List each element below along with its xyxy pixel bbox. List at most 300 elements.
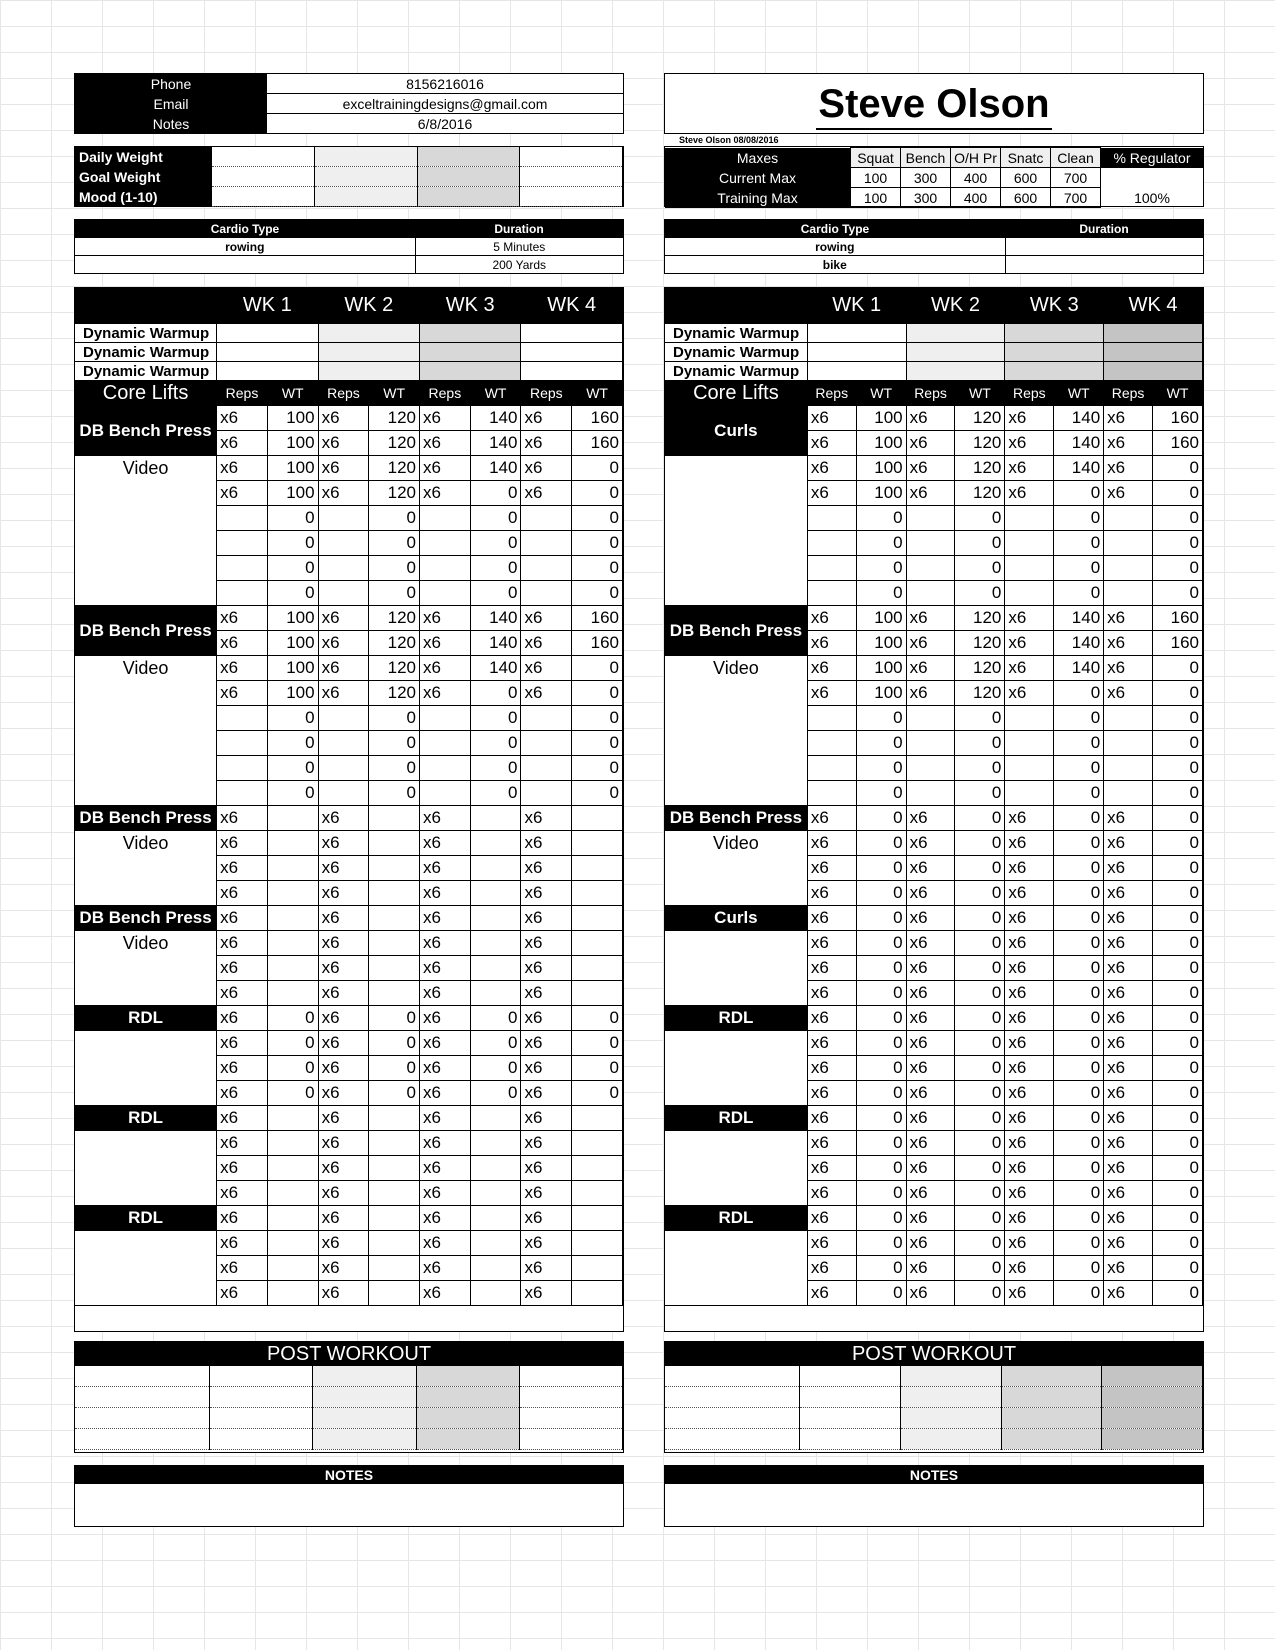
exercise-name[interactable]: RDL [665, 1206, 807, 1231]
reps-cell[interactable]: x6 [420, 1006, 471, 1031]
weight-cell[interactable]: 0 [856, 1181, 906, 1206]
weight-cell[interactable]: 0 [856, 1106, 906, 1131]
weight-cell[interactable]: 0 [572, 1081, 623, 1106]
reps-cell[interactable]: x6 [1005, 1281, 1054, 1306]
weight-cell[interactable]: 100 [267, 606, 318, 631]
reps-cell[interactable]: x6 [420, 481, 471, 506]
reps-cell[interactable]: x6 [318, 881, 369, 906]
reps-cell[interactable]: x6 [420, 1081, 471, 1106]
reps-cell[interactable] [318, 756, 369, 781]
email-value[interactable]: exceltrainingdesigns@gmail.com [267, 94, 623, 114]
reps-cell[interactable] [318, 531, 369, 556]
warmup-cell[interactable] [420, 362, 521, 381]
reps-cell[interactable]: x6 [217, 981, 268, 1006]
weight-cell[interactable]: 0 [1054, 706, 1104, 731]
body-stat-cell[interactable] [315, 147, 418, 167]
weight-cell[interactable] [369, 856, 420, 881]
reps-cell[interactable]: x6 [318, 1106, 369, 1131]
weight-cell[interactable]: 0 [955, 1006, 1005, 1031]
reps-cell[interactable]: x6 [420, 806, 471, 831]
reps-cell[interactable]: x6 [807, 606, 856, 631]
weight-cell[interactable]: 100 [856, 606, 906, 631]
current-max-clean[interactable]: 700 [1051, 168, 1101, 188]
reps-cell[interactable]: x6 [906, 1106, 955, 1131]
post-workout-label-cell[interactable] [665, 1387, 800, 1408]
reps-cell[interactable]: x6 [1104, 1281, 1153, 1306]
reps-cell[interactable]: x6 [1104, 456, 1153, 481]
reps-cell[interactable]: x6 [1104, 631, 1153, 656]
weight-cell[interactable]: 0 [572, 681, 623, 706]
video-link[interactable]: Video [75, 456, 217, 481]
post-workout-cell[interactable] [900, 1387, 1001, 1408]
reps-cell[interactable]: x6 [217, 856, 268, 881]
reps-cell[interactable] [521, 506, 572, 531]
weight-cell[interactable]: 0 [856, 906, 906, 931]
weight-cell[interactable]: 0 [267, 1031, 318, 1056]
weight-cell[interactable]: 0 [1153, 781, 1203, 806]
weight-cell[interactable]: 0 [470, 681, 521, 706]
weight-cell[interactable] [267, 931, 318, 956]
post-workout-cell[interactable] [1102, 1429, 1203, 1450]
reps-cell[interactable] [1005, 506, 1054, 531]
body-stat-cell[interactable] [212, 167, 315, 187]
reps-cell[interactable] [217, 731, 268, 756]
weight-cell[interactable] [470, 1156, 521, 1181]
reps-cell[interactable] [420, 731, 471, 756]
weight-cell[interactable]: 0 [1054, 956, 1104, 981]
weight-cell[interactable]: 0 [470, 1081, 521, 1106]
weight-cell[interactable]: 0 [572, 531, 623, 556]
reps-cell[interactable]: x6 [521, 806, 572, 831]
reps-cell[interactable] [807, 581, 856, 606]
weight-cell[interactable]: 0 [267, 1006, 318, 1031]
reps-cell[interactable]: x6 [318, 1256, 369, 1281]
weight-cell[interactable]: 0 [955, 1106, 1005, 1131]
reps-cell[interactable] [420, 581, 471, 606]
reps-cell[interactable]: x6 [807, 1106, 856, 1131]
reps-cell[interactable]: x6 [807, 981, 856, 1006]
current-max-bench[interactable]: 300 [901, 168, 951, 188]
weight-cell[interactable]: 120 [955, 681, 1005, 706]
reps-cell[interactable]: x6 [906, 1081, 955, 1106]
weight-cell[interactable]: 0 [572, 506, 623, 531]
reps-cell[interactable]: x6 [807, 1056, 856, 1081]
post-workout-label-cell[interactable] [75, 1408, 210, 1429]
weight-cell[interactable]: 0 [470, 706, 521, 731]
exercise-name[interactable]: DB Bench Press [75, 906, 217, 931]
weight-cell[interactable]: 0 [369, 506, 420, 531]
weight-cell[interactable]: 0 [1153, 481, 1203, 506]
weight-cell[interactable]: 0 [955, 856, 1005, 881]
reps-cell[interactable] [420, 531, 471, 556]
warmup-cell[interactable] [521, 343, 623, 362]
duration-blank-1[interactable] [1005, 238, 1203, 256]
reps-cell[interactable]: x6 [1104, 1006, 1153, 1031]
reps-cell[interactable]: x6 [521, 1006, 572, 1031]
reps-cell[interactable]: x6 [1104, 1181, 1153, 1206]
reps-cell[interactable] [521, 556, 572, 581]
reps-cell[interactable]: x6 [1104, 1031, 1153, 1056]
body-stat-cell[interactable] [315, 167, 418, 187]
post-workout-cell[interactable] [1001, 1387, 1102, 1408]
weight-cell[interactable]: 0 [856, 806, 906, 831]
reps-cell[interactable] [1005, 531, 1054, 556]
weight-cell[interactable]: 100 [267, 456, 318, 481]
weight-cell[interactable]: 100 [856, 631, 906, 656]
cardio-type-blank[interactable] [75, 256, 415, 274]
reps-cell[interactable]: x6 [1104, 806, 1153, 831]
weight-cell[interactable]: 0 [1054, 906, 1104, 931]
weight-cell[interactable]: 0 [572, 756, 623, 781]
reps-cell[interactable]: x6 [217, 631, 268, 656]
reps-cell[interactable]: x6 [217, 831, 268, 856]
weight-cell[interactable]: 0 [369, 731, 420, 756]
reps-cell[interactable] [1005, 781, 1054, 806]
reps-cell[interactable]: x6 [521, 1231, 572, 1256]
weight-cell[interactable]: 0 [572, 1056, 623, 1081]
reps-cell[interactable] [807, 756, 856, 781]
reps-cell[interactable]: x6 [906, 406, 955, 431]
body-stat-cell[interactable] [520, 187, 623, 207]
reps-cell[interactable]: x6 [1104, 481, 1153, 506]
weight-cell[interactable] [267, 1131, 318, 1156]
reps-cell[interactable]: x6 [906, 1231, 955, 1256]
weight-cell[interactable]: 140 [1054, 456, 1104, 481]
weight-cell[interactable] [267, 1181, 318, 1206]
reps-cell[interactable]: x6 [318, 681, 369, 706]
weight-cell[interactable]: 0 [572, 706, 623, 731]
post-workout-cell[interactable] [900, 1366, 1001, 1387]
warmup-cell[interactable] [906, 343, 1005, 362]
weight-cell[interactable] [267, 881, 318, 906]
weight-cell[interactable]: 0 [1054, 1256, 1104, 1281]
reps-cell[interactable] [1104, 756, 1153, 781]
reps-cell[interactable]: x6 [1005, 931, 1054, 956]
exercise-name[interactable]: Curls [665, 906, 807, 931]
reps-cell[interactable]: x6 [521, 931, 572, 956]
weight-cell[interactable]: 0 [267, 556, 318, 581]
warmup-cell[interactable] [217, 362, 318, 381]
reps-cell[interactable]: x6 [807, 1181, 856, 1206]
weight-cell[interactable] [369, 831, 420, 856]
reps-cell[interactable] [318, 706, 369, 731]
weight-cell[interactable] [369, 931, 420, 956]
reps-cell[interactable]: x6 [217, 431, 268, 456]
reps-cell[interactable]: x6 [1104, 881, 1153, 906]
weight-cell[interactable]: 0 [572, 556, 623, 581]
reps-cell[interactable] [420, 756, 471, 781]
weight-cell[interactable]: 0 [955, 1256, 1005, 1281]
weight-cell[interactable]: 100 [856, 406, 906, 431]
reps-cell[interactable]: x6 [521, 631, 572, 656]
reps-cell[interactable] [217, 581, 268, 606]
weight-cell[interactable]: 0 [856, 1031, 906, 1056]
reps-cell[interactable]: x6 [318, 1081, 369, 1106]
reps-cell[interactable]: x6 [807, 931, 856, 956]
weight-cell[interactable]: 0 [572, 581, 623, 606]
weight-cell[interactable]: 0 [470, 781, 521, 806]
weight-cell[interactable]: 140 [470, 406, 521, 431]
warmup-cell[interactable] [420, 343, 521, 362]
weight-cell[interactable]: 0 [955, 906, 1005, 931]
current-max-snatch[interactable]: 600 [1001, 168, 1051, 188]
weight-cell[interactable]: 0 [856, 781, 906, 806]
weight-cell[interactable]: 0 [955, 556, 1005, 581]
post-workout-cell[interactable] [519, 1366, 622, 1387]
weight-cell[interactable] [470, 1131, 521, 1156]
weight-cell[interactable]: 0 [369, 1056, 420, 1081]
exercise-name[interactable]: RDL [75, 1206, 217, 1231]
reps-cell[interactable]: x6 [1005, 631, 1054, 656]
weight-cell[interactable] [572, 1206, 623, 1231]
weight-cell[interactable]: 0 [1054, 731, 1104, 756]
weight-cell[interactable]: 0 [1054, 981, 1104, 1006]
weight-cell[interactable]: 0 [1153, 1131, 1203, 1156]
weight-cell[interactable]: 0 [1153, 956, 1203, 981]
reps-cell[interactable]: x6 [1005, 881, 1054, 906]
warmup-cell[interactable] [318, 362, 419, 381]
weight-cell[interactable] [470, 981, 521, 1006]
reps-cell[interactable]: x6 [318, 1131, 369, 1156]
weight-cell[interactable]: 0 [856, 531, 906, 556]
reps-cell[interactable]: x6 [521, 1031, 572, 1056]
weight-cell[interactable]: 0 [955, 781, 1005, 806]
weight-cell[interactable]: 0 [1153, 806, 1203, 831]
weight-cell[interactable]: 0 [856, 956, 906, 981]
reps-cell[interactable]: x6 [807, 656, 856, 681]
reps-cell[interactable]: x6 [1005, 981, 1054, 1006]
reps-cell[interactable] [521, 531, 572, 556]
weight-cell[interactable] [369, 1231, 420, 1256]
reps-cell[interactable]: x6 [420, 1131, 471, 1156]
reps-cell[interactable]: x6 [807, 906, 856, 931]
reps-cell[interactable] [318, 781, 369, 806]
post-workout-label-cell[interactable] [75, 1387, 210, 1408]
weight-cell[interactable]: 100 [856, 681, 906, 706]
reps-cell[interactable]: x6 [217, 681, 268, 706]
reps-cell[interactable] [217, 556, 268, 581]
post-workout-cell[interactable] [519, 1408, 622, 1429]
reps-cell[interactable] [217, 506, 268, 531]
weight-cell[interactable]: 0 [856, 1156, 906, 1181]
reps-cell[interactable] [217, 706, 268, 731]
weight-cell[interactable]: 0 [1153, 906, 1203, 931]
post-workout-cell[interactable] [800, 1429, 901, 1450]
reps-cell[interactable]: x6 [318, 906, 369, 931]
reps-cell[interactable]: x6 [217, 1156, 268, 1181]
weight-cell[interactable]: 100 [856, 656, 906, 681]
reps-cell[interactable]: x6 [420, 681, 471, 706]
weight-cell[interactable]: 120 [369, 456, 420, 481]
weight-cell[interactable]: 0 [572, 1031, 623, 1056]
post-workout-cell[interactable] [1102, 1366, 1203, 1387]
weight-cell[interactable] [470, 831, 521, 856]
reps-cell[interactable]: x6 [807, 831, 856, 856]
weight-cell[interactable]: 0 [267, 706, 318, 731]
exercise-name[interactable]: RDL [665, 1006, 807, 1031]
post-workout-cell[interactable] [210, 1387, 313, 1408]
reps-cell[interactable]: x6 [906, 606, 955, 631]
reps-cell[interactable]: x6 [217, 1181, 268, 1206]
post-workout-cell[interactable] [900, 1408, 1001, 1429]
reps-cell[interactable] [1104, 781, 1153, 806]
reps-cell[interactable]: x6 [1104, 1156, 1153, 1181]
warmup-cell[interactable] [906, 362, 1005, 381]
weight-cell[interactable]: 0 [1054, 1106, 1104, 1131]
weight-cell[interactable]: 0 [856, 581, 906, 606]
post-workout-cell[interactable] [313, 1429, 416, 1450]
weight-cell[interactable]: 0 [369, 1031, 420, 1056]
warmup-cell[interactable] [521, 324, 623, 343]
post-workout-cell[interactable] [1001, 1408, 1102, 1429]
reps-cell[interactable]: x6 [1005, 656, 1054, 681]
weight-cell[interactable]: 160 [1153, 406, 1203, 431]
weight-cell[interactable]: 0 [856, 881, 906, 906]
weight-cell[interactable] [572, 1131, 623, 1156]
reps-cell[interactable] [420, 556, 471, 581]
weight-cell[interactable]: 160 [1153, 606, 1203, 631]
reps-cell[interactable]: x6 [217, 881, 268, 906]
weight-cell[interactable]: 0 [1153, 1181, 1203, 1206]
weight-cell[interactable]: 0 [955, 531, 1005, 556]
reps-cell[interactable]: x6 [807, 431, 856, 456]
reps-cell[interactable] [807, 556, 856, 581]
reps-cell[interactable]: x6 [906, 656, 955, 681]
reps-cell[interactable] [807, 706, 856, 731]
weight-cell[interactable]: 0 [1153, 1156, 1203, 1181]
weight-cell[interactable] [369, 1156, 420, 1181]
reps-cell[interactable]: x6 [318, 956, 369, 981]
reps-cell[interactable]: x6 [906, 931, 955, 956]
weight-cell[interactable]: 0 [955, 931, 1005, 956]
weight-cell[interactable]: 120 [369, 406, 420, 431]
weight-cell[interactable]: 0 [955, 731, 1005, 756]
weight-cell[interactable] [572, 1106, 623, 1131]
post-workout-cell[interactable] [1102, 1408, 1203, 1429]
reps-cell[interactable]: x6 [318, 456, 369, 481]
weight-cell[interactable]: 0 [1054, 1006, 1104, 1031]
reps-cell[interactable]: x6 [521, 1206, 572, 1231]
weight-cell[interactable]: 120 [369, 656, 420, 681]
reps-cell[interactable]: x6 [807, 856, 856, 881]
weight-cell[interactable] [572, 956, 623, 981]
cardio-type-value[interactable]: rowing [75, 238, 415, 256]
reps-cell[interactable]: x6 [521, 956, 572, 981]
reps-cell[interactable]: x6 [420, 906, 471, 931]
reps-cell[interactable]: x6 [521, 1106, 572, 1131]
weight-cell[interactable]: 0 [369, 781, 420, 806]
weight-cell[interactable]: 0 [267, 581, 318, 606]
reps-cell[interactable]: x6 [807, 1006, 856, 1031]
notes-area[interactable] [75, 1484, 623, 1524]
weight-cell[interactable]: 0 [1054, 856, 1104, 881]
reps-cell[interactable]: x6 [420, 931, 471, 956]
reps-cell[interactable]: x6 [318, 1281, 369, 1306]
reps-cell[interactable]: x6 [807, 456, 856, 481]
body-stat-cell[interactable] [520, 147, 623, 167]
weight-cell[interactable]: 0 [572, 656, 623, 681]
weight-cell[interactable]: 0 [470, 556, 521, 581]
weight-cell[interactable]: 0 [955, 706, 1005, 731]
reps-cell[interactable]: x6 [420, 1106, 471, 1131]
weight-cell[interactable] [267, 906, 318, 931]
weight-cell[interactable]: 0 [1054, 681, 1104, 706]
weight-cell[interactable] [572, 806, 623, 831]
exercise-name[interactable]: RDL [665, 1106, 807, 1131]
reps-cell[interactable]: x6 [217, 656, 268, 681]
weight-cell[interactable]: 0 [1054, 506, 1104, 531]
reps-cell[interactable]: x6 [1104, 931, 1153, 956]
reps-cell[interactable]: x6 [420, 606, 471, 631]
weight-cell[interactable]: 0 [856, 831, 906, 856]
reps-cell[interactable]: x6 [807, 1231, 856, 1256]
weight-cell[interactable]: 140 [470, 431, 521, 456]
regulator-value[interactable]: 100% [1134, 189, 1170, 206]
weight-cell[interactable]: 0 [856, 931, 906, 956]
weight-cell[interactable]: 0 [955, 506, 1005, 531]
reps-cell[interactable]: x6 [318, 656, 369, 681]
weight-cell[interactable]: 0 [470, 531, 521, 556]
weight-cell[interactable]: 0 [1153, 881, 1203, 906]
weight-cell[interactable]: 0 [1054, 1206, 1104, 1231]
warmup-cell[interactable] [1104, 362, 1203, 381]
reps-cell[interactable]: x6 [1104, 406, 1153, 431]
reps-cell[interactable]: x6 [318, 1231, 369, 1256]
weight-cell[interactable]: 0 [955, 1156, 1005, 1181]
weight-cell[interactable] [267, 806, 318, 831]
weight-cell[interactable]: 0 [856, 1056, 906, 1081]
weight-cell[interactable]: 0 [1054, 481, 1104, 506]
reps-cell[interactable]: x6 [420, 1156, 471, 1181]
weight-cell[interactable] [470, 1106, 521, 1131]
weight-cell[interactable]: 0 [1153, 1231, 1203, 1256]
reps-cell[interactable]: x6 [1104, 1131, 1153, 1156]
reps-cell[interactable]: x6 [906, 431, 955, 456]
weight-cell[interactable]: 0 [856, 1231, 906, 1256]
reps-cell[interactable] [1104, 556, 1153, 581]
reps-cell[interactable] [217, 756, 268, 781]
weight-cell[interactable]: 0 [572, 1006, 623, 1031]
reps-cell[interactable] [906, 556, 955, 581]
weight-cell[interactable]: 0 [955, 1231, 1005, 1256]
weight-cell[interactable]: 0 [856, 1081, 906, 1106]
warmup-cell[interactable] [906, 324, 1005, 343]
reps-cell[interactable]: x6 [521, 1281, 572, 1306]
weight-cell[interactable]: 0 [955, 1131, 1005, 1156]
reps-cell[interactable] [906, 531, 955, 556]
reps-cell[interactable]: x6 [217, 1056, 268, 1081]
weight-cell[interactable]: 0 [1054, 1031, 1104, 1056]
phone-value[interactable]: 8156216016 [267, 74, 623, 94]
weight-cell[interactable]: 0 [955, 1206, 1005, 1231]
weight-cell[interactable] [267, 1106, 318, 1131]
weight-cell[interactable] [470, 856, 521, 881]
warmup-cell[interactable] [1104, 343, 1203, 362]
body-stat-cell[interactable] [417, 187, 520, 207]
weight-cell[interactable]: 0 [856, 706, 906, 731]
weight-cell[interactable] [470, 881, 521, 906]
reps-cell[interactable] [420, 781, 471, 806]
reps-cell[interactable]: x6 [906, 631, 955, 656]
weight-cell[interactable]: 0 [1153, 856, 1203, 881]
weight-cell[interactable]: 0 [1153, 681, 1203, 706]
video-link[interactable]: Video [75, 656, 217, 681]
reps-cell[interactable]: x6 [1005, 1156, 1054, 1181]
post-workout-cell[interactable] [1001, 1429, 1102, 1450]
weight-cell[interactable]: 100 [856, 481, 906, 506]
reps-cell[interactable]: x6 [1005, 1031, 1054, 1056]
weight-cell[interactable]: 120 [955, 406, 1005, 431]
